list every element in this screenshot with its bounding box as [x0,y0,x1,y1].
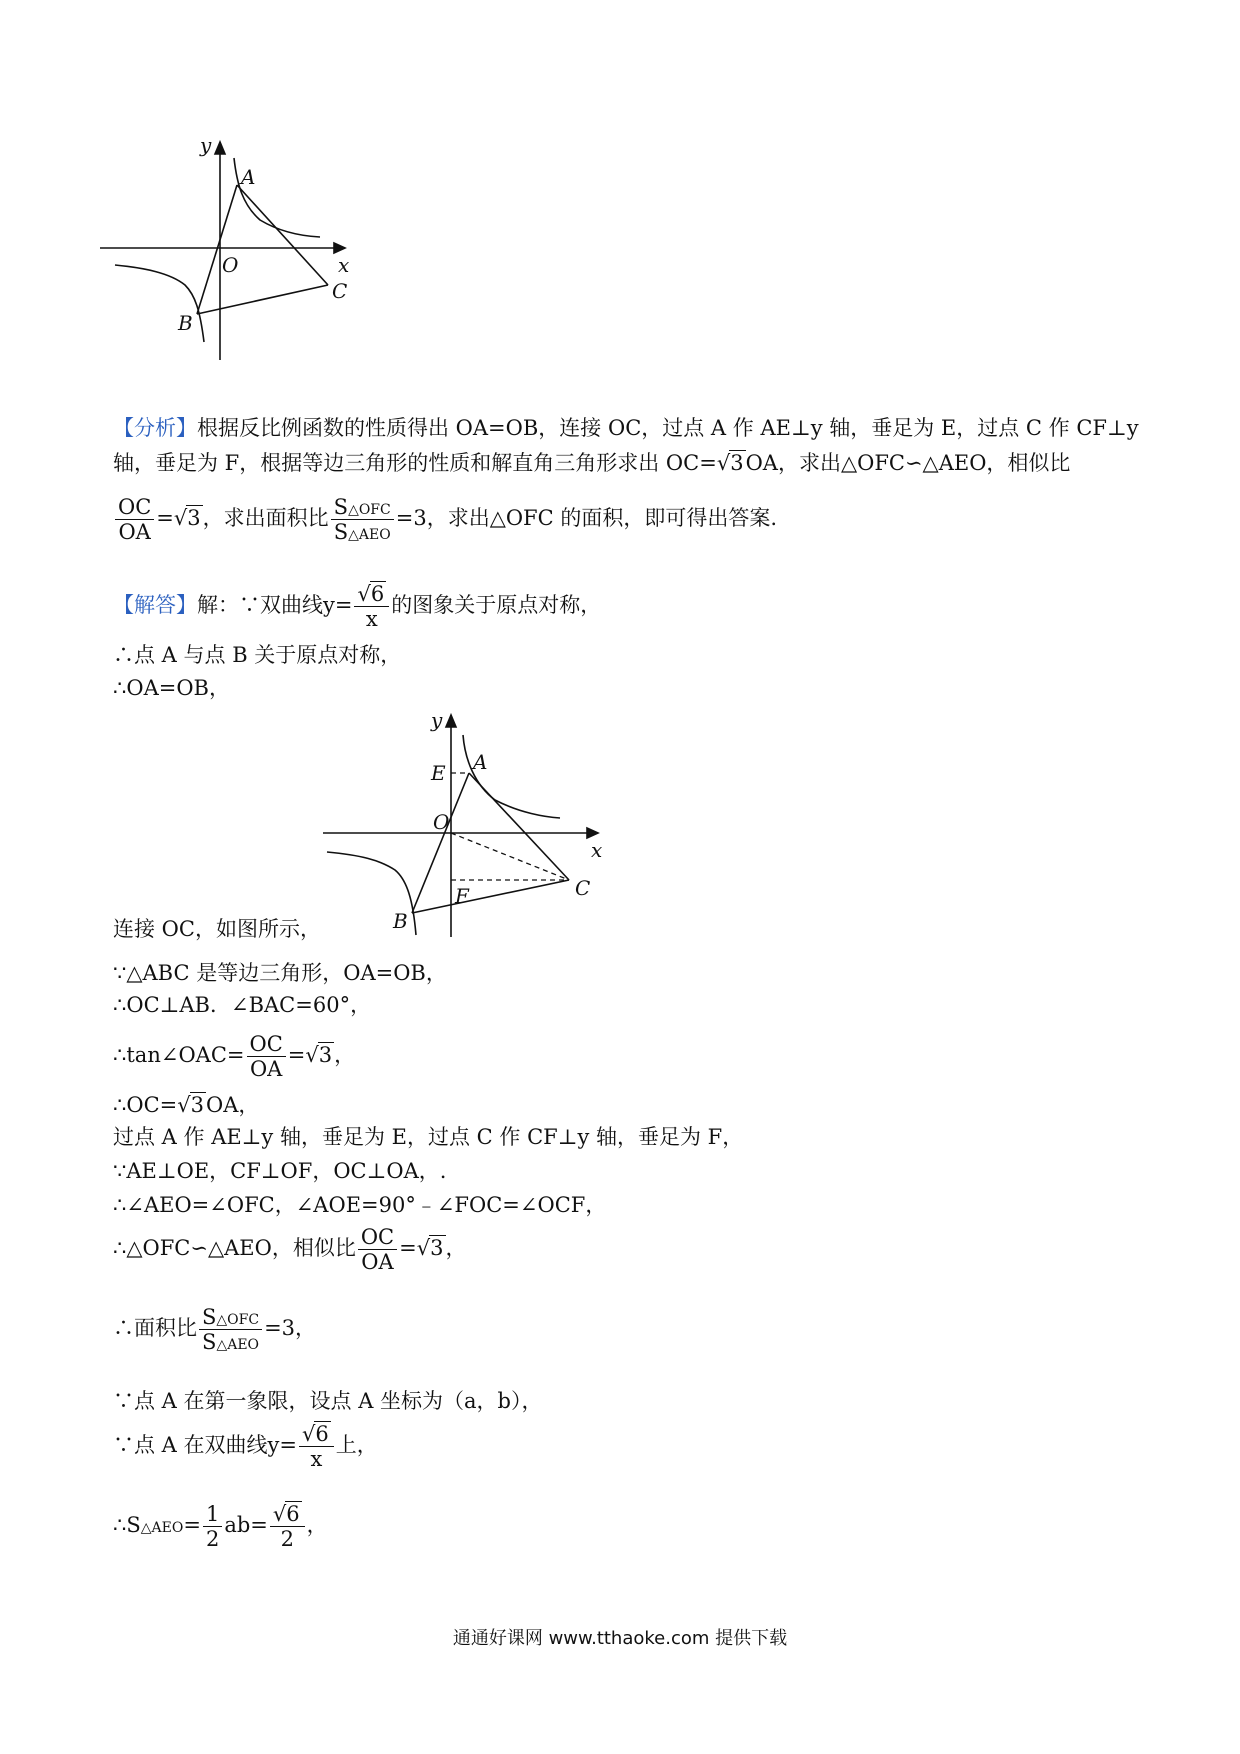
segment-ac [469,773,569,880]
fig2-label-x: x [591,838,603,862]
y-axis-arrow [446,715,456,727]
solution-tag: 【解答】 [113,593,197,617]
analysis-line-2: 轴，垂足为 F，根据等边三角形的性质和解直角三角形求出 OC=√3OA，求出△OFC∽△AEO，相似比 [113,448,1070,478]
figure-2 [315,705,615,945]
solution-line-12: ∴△OFC∽△AEO，相似比 $\frac{OC}{OA}$ =√3， [113,1224,467,1274]
segment-oc [451,833,569,880]
solution-line-3: ∴OA=OB， [113,676,230,700]
fig2-label-o: O [433,810,450,834]
fig2-label-c: C [575,876,591,900]
solution-line-5: ∵△ABC 是等边三角形，OA=OB， [113,961,447,985]
solution-line-1: 【解答】解：∵双曲线y= $\frac{√6}{x}$ 的图象关于原点对称， [113,581,602,631]
fig2-label-f: F [455,884,469,908]
solution-line-6: ∴OC⊥AB．∠BAC=60°， [113,993,372,1017]
x-axis-arrow [587,828,598,838]
solution-line-10: ∵AE⊥OE，CF⊥OF，OC⊥OA，. [113,1159,447,1183]
solution-line-14: ∵点 A 在第一象限，设点 A 坐标为（a，b）， [113,1389,543,1413]
page-footer: 通通好课网 www.tthaoke.com 提供下载 [452,1628,788,1649]
segment-ab [197,185,237,314]
fig2-label-b: B [393,909,408,933]
solution-line-9: 过点 A 作 AE⊥y 轴，垂足为 E，过点 C 作 CF⊥y 轴，垂足为 F， [113,1125,744,1149]
solution-line-4: 连接 OC，如图所示， [113,917,321,941]
fig1-label-a: A [241,165,256,189]
fig1-label-x: x [338,253,350,277]
figure-1 [100,130,400,380]
analysis-line-3: $\frac{OC}{OA}$ =√3，求出面积比 $\frac{\text{S△OFC}}{\text{S△AEO}}$ =3，求出△OFC 的面积，即可得出答案. [113,488,777,548]
fig1-label-o: O [222,253,239,277]
solution-line-16: ∴S△AEO= $\frac{1}{2}$ ab= $\frac{√6}{2}$ ， [113,1501,328,1551]
segment-ac [237,185,328,285]
fraction-sqrt6-x: $\frac{√6}{x}$ [354,582,389,631]
y-axis-arrow [215,142,225,154]
analysis-line-1: 【分析】根据反比例函数的性质得出 OA=OB，连接 OC，过点 A 作 AE⊥y 轴，垂足为 E，过点 C 作 CF⊥y [113,416,1139,440]
solution-line-11: ∴∠AEO=∠OFC，∠AOE=90°﹣∠FOC=∠OCF， [113,1193,607,1217]
fraction-area-ratio: $\frac{\text{S△OFC}}{\text{S△AEO}}$ [331,495,394,544]
fig2-label-e: E [431,761,446,785]
fig1-label-y: y [200,133,212,157]
solution-line-15: ∵点 A 在双曲线y= $\frac{√6}{x}$ 上， [113,1421,378,1471]
fig1-label-c: C [332,279,348,303]
segment-bc [412,880,569,913]
sqrt-3: √3 [716,451,744,475]
solution-line-7: ∴tan∠OAC= $\frac{OC}{OA}$ =√3， [113,1031,356,1081]
fig2-label-a: A [473,750,488,774]
fig1-label-b: B [178,311,193,335]
solution-line-8: ∴OC=√3OA， [113,1093,260,1117]
solution-line-13: ∴面积比 $\frac{\text{S△OFC}}{\text{S△AEO}}$ =3， [113,1304,317,1354]
solution-line-2: ∴点 A 与点 B 关于原点对称， [113,643,402,667]
analysis-tag: 【分析】 [113,416,197,440]
hyperbola-branch-1 [463,735,560,818]
segment-bc [197,285,328,314]
fraction-oc-oa: $\frac{OC}{OA}$ [115,495,154,544]
x-axis-arrow [334,243,345,253]
fig2-label-y: y [431,708,443,732]
